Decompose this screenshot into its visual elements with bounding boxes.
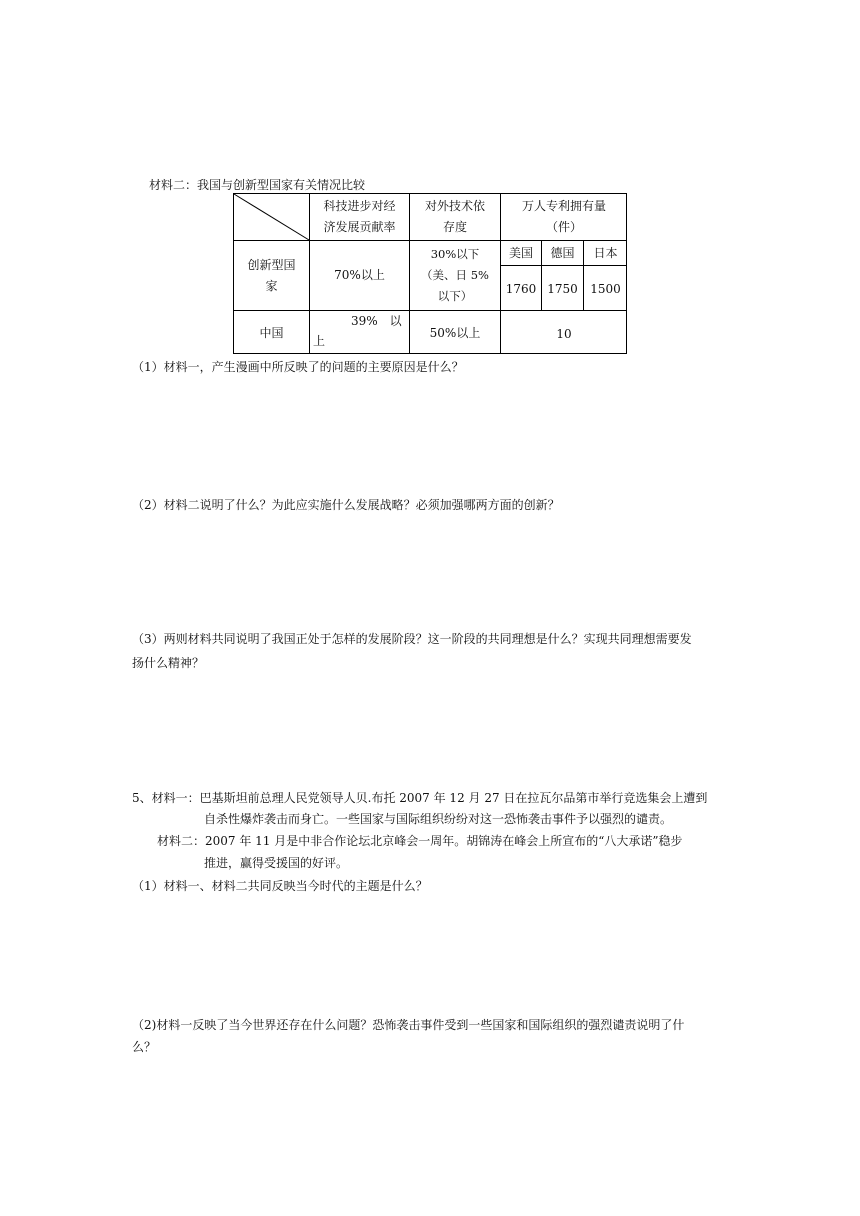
question-4-3: （3）两则材料共同说明了我国正处于怎样的发展阶段？这一阶段的共同理想是什么？实现共同理想需要发 (132, 632, 692, 646)
question-4-3-cont: 扬什么精神？ (132, 656, 205, 670)
material2-title: 材料二：我国与创新型国家有关情况比较 (149, 178, 366, 192)
header-patents: 万人专利拥有量 （件） (521, 199, 606, 234)
q5-question-2-cont: 么？ (132, 1040, 157, 1054)
q5-material2-line1: 材料二：2007 年 11 月是中非合作论坛北京峰会一周年。胡锦涛在峰会上所宣布的“八大承诺”稳步 (157, 834, 683, 848)
patents-germany: 1750 (547, 282, 578, 296)
row-label-innovative: 创新型国 家 (247, 258, 296, 293)
diagonal-header-line (233, 193, 310, 241)
header-dependence: 对外技术依 存度 (424, 199, 485, 234)
q5-material2-line2: 推进，赢得受援国的好评。 (204, 856, 349, 870)
innovative-contribution: 70%以上 (334, 268, 385, 282)
country-germany: 德国 (550, 246, 575, 260)
q5-material1-line2: 自杀性爆炸袭击而身亡。一些国家与国际组织纷纷对这一恐怖袭击事件予以强烈的谴责。 (204, 812, 673, 826)
q5-material1-line1: 5、材料一：巴基斯坦前总理人民党领导人贝.布托 2007 年 12 月 27 日在拉瓦尔品第市举行竞选集会上遭到 (132, 791, 708, 805)
comparison-table (233, 193, 627, 354)
row-label-china: 中国 (259, 326, 284, 340)
country-usa: 美国 (508, 246, 533, 260)
china-patents: 10 (556, 327, 572, 341)
question-4-1: （1）材料一，产生漫画中所反映了的问题的主要原因是什么？ (132, 360, 464, 374)
china-dependence: 50%以上 (429, 326, 481, 340)
q5-question-2: （2)材料一反映了当今世界还存在什么问题？恐怖袭击事件受到一些国家和国际组织的强烈谴责说明了什 (132, 1018, 685, 1032)
innovative-dependence: 30%以下 （美、日 5% 以下） (421, 247, 489, 303)
patents-usa: 1760 (505, 282, 537, 296)
china-contribution: 39% 以 上 (313, 314, 402, 348)
country-japan: 日本 (593, 246, 618, 260)
header-contribution: 科技进步对经 济发展贡献率 (323, 199, 396, 234)
q5-question-1: （1）材料一、材料二共同反映当今时代的主题是什么？ (132, 879, 428, 893)
question-4-2: （2）材料二说明了什么？为此应实施什么发展战略？必须加强哪两方面的创新？ (132, 498, 560, 512)
patents-japan: 1500 (590, 282, 621, 296)
